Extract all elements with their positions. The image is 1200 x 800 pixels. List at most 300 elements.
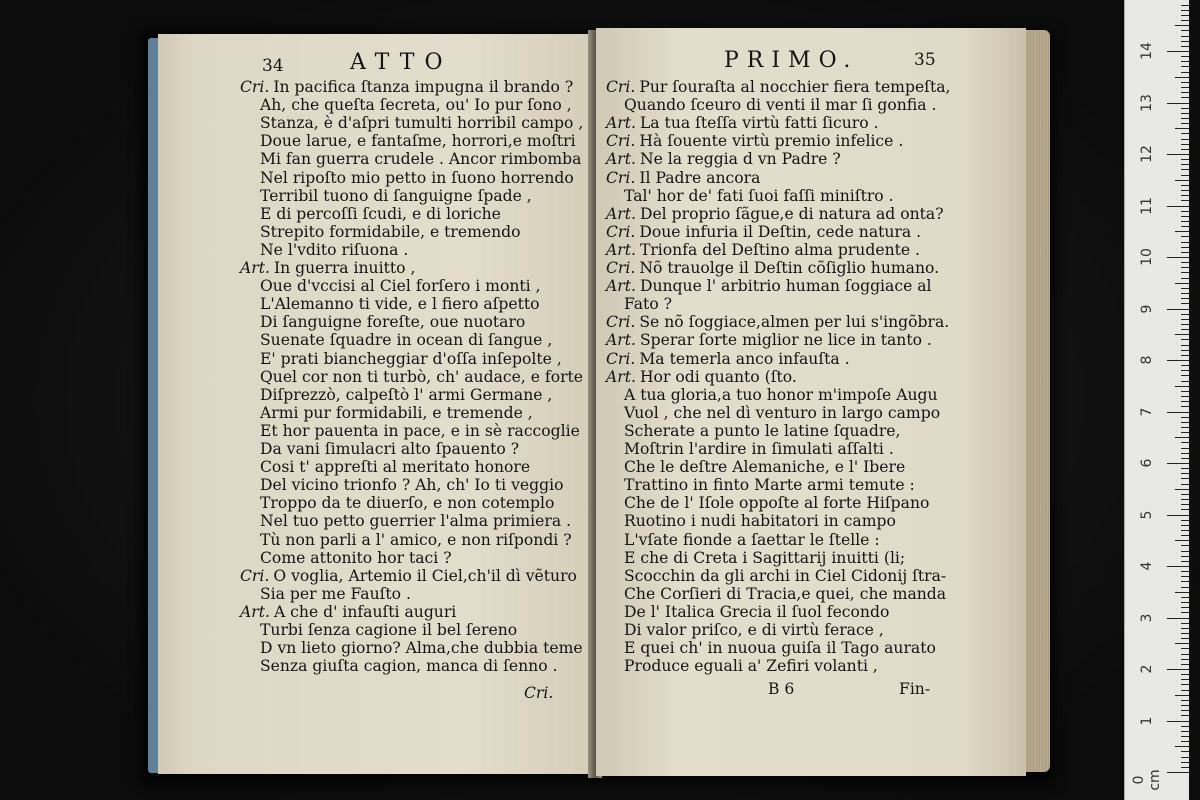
text-line <box>260 295 540 313</box>
ruler-tick <box>1181 648 1189 649</box>
verse-text: L'Alemanno ti vide, e l fiero aſpetto <box>260 295 540 314</box>
verse-text: Doue infuria il Deſtin, cede natura . <box>639 222 922 241</box>
ruler-tick <box>1167 515 1189 516</box>
verse-text: Che Corſieri di Tracia,e quei, che manda <box>624 584 947 603</box>
verse-text: Del vicino trionfo ? Ah, ch' Io ti veggio <box>260 476 564 495</box>
text-line <box>624 567 946 585</box>
ruler-tick <box>1181 473 1189 474</box>
ruler-tick <box>1181 164 1189 165</box>
ruler-tick <box>1181 113 1189 114</box>
left-page-number: 34 <box>262 56 284 76</box>
ruler-tick <box>1181 66 1189 67</box>
ruler-number: 13 <box>1139 93 1155 112</box>
ruler-tick <box>1181 741 1189 742</box>
ruler-tick <box>1175 746 1189 747</box>
ruler-tick <box>1181 144 1189 145</box>
ruler-tick <box>1181 484 1189 485</box>
ruler-tick <box>1181 97 1189 98</box>
ruler-tick <box>1181 236 1189 237</box>
ruler-tick <box>1181 293 1189 294</box>
verse-text: L'vſate fionde a ſaettar le ſtelle : <box>624 530 880 549</box>
text-line <box>624 458 905 476</box>
ruler-tick <box>1181 365 1189 366</box>
ruler-tick <box>1181 211 1189 212</box>
ruler-tick <box>1181 767 1189 768</box>
ruler-tick <box>1175 695 1189 696</box>
ruler-tick <box>1181 705 1189 706</box>
text-line <box>260 657 558 675</box>
ruler-number: 6 <box>1139 458 1155 468</box>
text-line <box>260 512 571 530</box>
verse-text: Armi pur formidabili, e tremende , <box>260 403 533 422</box>
verse-text: Suenate ſquadre in ocean di ſangue , <box>260 331 553 350</box>
ruler-tick <box>1181 556 1189 557</box>
ruler-tick <box>1181 607 1189 608</box>
verse-text: Come attonito hor taci ? <box>260 548 452 567</box>
ruler-tick <box>1181 633 1189 634</box>
ruler-tick <box>1181 458 1189 459</box>
ruler-tick <box>1181 216 1189 217</box>
speaker-label: Art. <box>606 331 636 350</box>
ruler-tick <box>1167 772 1189 773</box>
verse-text: In guerra inuitto , <box>273 259 416 277</box>
text-line <box>606 331 932 349</box>
verse-text: Stanza, è d'aſpri tumulti horribil campo , <box>260 114 584 133</box>
verse-text: Hà ſouente virtù premio infelice . <box>639 132 904 151</box>
text-line <box>624 404 940 422</box>
ruler-tick <box>1181 46 1189 47</box>
ruler-tick <box>1181 278 1189 279</box>
text-line <box>624 187 894 205</box>
ruler-tick <box>1181 87 1189 88</box>
ruler-tick <box>1181 478 1189 479</box>
text-line <box>606 259 939 277</box>
verse-text: Strepito formidabile, e tremendo <box>260 222 521 241</box>
ruler-tick <box>1175 437 1189 438</box>
ruler-number: 10 <box>1139 248 1155 266</box>
ruler-tick <box>1181 350 1189 351</box>
signature-mark: B 6 <box>768 680 795 698</box>
right-catchword: Fin- <box>899 680 931 698</box>
verse-text: Vuol , che nel dì venturo in largo campo <box>624 403 941 422</box>
ruler-tick <box>1175 643 1189 644</box>
verse-text: Del proprio ſãgue,e di natura ad onta? <box>639 204 944 223</box>
ruler-tick <box>1181 468 1189 469</box>
ruler-tick <box>1181 149 1189 150</box>
ruler-tick <box>1167 257 1189 258</box>
ruler-number: 4 <box>1139 561 1155 571</box>
speaker-label: Art. <box>606 150 636 169</box>
ruler-tick <box>1167 206 1189 207</box>
ruler-tick <box>1167 463 1189 464</box>
ruler-tick <box>1181 736 1189 737</box>
ruler-tick <box>1181 442 1189 443</box>
verse-text: Trattino in finto Marte armi temute : <box>624 476 915 495</box>
ruler-tick <box>1181 520 1189 521</box>
text-line <box>260 386 552 404</box>
text-line <box>260 150 581 168</box>
ruler-tick <box>1175 386 1189 387</box>
speaker-label: Cri. <box>606 313 636 332</box>
ruler-tick <box>1181 262 1189 263</box>
verse-text: Trionfa del Deſtino alma prudente . <box>639 240 921 259</box>
ruler-number: 2 <box>1139 664 1155 674</box>
ruler-tick <box>1181 319 1189 320</box>
ruler-tick <box>1181 664 1189 665</box>
ruler-tick <box>1181 92 1189 93</box>
ruler-tick <box>1181 726 1189 727</box>
ruler-tick <box>1181 15 1189 16</box>
verse-text: Ruotino i nudi habitatori in campo <box>624 512 896 531</box>
ruler-tick <box>1181 576 1189 577</box>
text-line <box>624 639 936 657</box>
ruler-tick <box>1181 710 1189 711</box>
ruler-tick <box>1181 221 1189 222</box>
verse-text: Diſprezzò, calpeſtò l' armi Germane , <box>260 385 553 404</box>
ruler-tick <box>1181 499 1189 500</box>
ruler-tick <box>1167 360 1189 361</box>
text-line <box>260 404 533 422</box>
ruler-tick <box>1181 422 1189 423</box>
ruler-tick <box>1181 133 1189 134</box>
text-line <box>260 639 583 657</box>
verse-text: Sperar ſorte miglior ne lice in tanto . <box>639 331 932 350</box>
ruler-tick <box>1181 345 1189 346</box>
verse-text: In pacifica ſtanza impugna il brando ? <box>273 78 574 96</box>
speaker-label: Art. <box>606 367 636 386</box>
ruler-tick <box>1181 623 1189 624</box>
ruler-tick <box>1181 597 1189 598</box>
text-line <box>260 531 572 549</box>
ruler-tick <box>1181 587 1189 588</box>
ruler-tick <box>1167 103 1189 104</box>
left-catchword: Cri. <box>524 684 554 702</box>
text-line <box>260 187 532 205</box>
ruler-tick <box>1181 123 1189 124</box>
text-line <box>260 422 580 440</box>
verse-text: La tua ſteſſa virtù fatti ſicuro . <box>639 114 879 133</box>
speaker-label: Art. <box>240 259 270 277</box>
ruler-tick <box>1181 370 1189 371</box>
verse-text: Oue d'vccisi al Ciel forſero i monti , <box>260 277 541 296</box>
text-line <box>260 549 452 567</box>
text-line <box>606 313 949 331</box>
verse-text: De l' Italica Grecia il ſuol fecondo <box>624 602 890 621</box>
verse-text: Ne l'vdito riſuona . <box>260 240 409 259</box>
text-line <box>260 313 525 331</box>
ruler-tick <box>1181 731 1189 732</box>
verse-text: E di percoſſi ſcudi, e di loriche <box>260 204 501 223</box>
ruler-tick <box>1181 654 1189 655</box>
verse-text: Produce eguali a' Zefiri volanti , <box>624 657 878 676</box>
ruler-tick <box>1181 242 1189 243</box>
text-line <box>260 458 530 476</box>
speaker-label: Art. <box>240 602 270 621</box>
verse-text: Et hor pauenta in pace, e in sè raccoglie <box>260 421 580 440</box>
ruler-tick <box>1181 169 1189 170</box>
text-line <box>624 494 929 512</box>
ruler-tick <box>1181 674 1189 675</box>
text-line <box>624 585 946 603</box>
verse-text: Nel ripoſto mio petto in ſuono horrendo <box>260 168 574 187</box>
verse-text: Se nõ ſoggiace,almen per lui s'ingõbra. <box>639 313 950 332</box>
verse-text: Ne la reggia d vn Padre ? <box>639 150 841 169</box>
text-line <box>606 150 841 168</box>
verse-text: Doue larue, e fantaſme, horrori,e moſtri <box>260 132 576 151</box>
ruler-tick <box>1167 566 1189 567</box>
text-line <box>260 440 519 458</box>
text-line <box>624 386 938 404</box>
ruler-tick <box>1181 628 1189 629</box>
verse-text: Quel cor non ti turbò, ch' audace, e forte <box>260 367 584 386</box>
verse-text: A che d' infauſti auguri <box>273 602 457 621</box>
ruler-tick <box>1181 530 1189 531</box>
verse-text: Fato ? <box>624 295 673 314</box>
ruler-tick <box>1181 638 1189 639</box>
ruler-tick <box>1181 417 1189 418</box>
ruler-tick <box>1181 324 1189 325</box>
ruler-tick <box>1181 5 1189 6</box>
text-line <box>260 96 572 114</box>
right-page-number: 35 <box>914 50 936 70</box>
ruler-tick <box>1181 30 1189 31</box>
text-line <box>606 205 944 223</box>
verse-text: Di valor priſco, e di virtù ferace , <box>624 621 884 639</box>
text-line <box>260 241 408 259</box>
verse-text: Tù non parli a l' amico, e non riſpondi ? <box>260 530 572 549</box>
ruler-number: 8 <box>1139 355 1155 365</box>
verse-text: Scherate a punto le latine ſquadre, <box>624 421 901 440</box>
text-line <box>606 350 850 368</box>
ruler-tick <box>1181 375 1189 376</box>
ruler-tick <box>1181 494 1189 495</box>
ruler-tick <box>1181 288 1189 289</box>
ruler-number: 11 <box>1139 196 1155 215</box>
ruler-tick <box>1181 195 1189 196</box>
ruler-tick <box>1181 453 1189 454</box>
verse-text: Cosi t' appreſti al meritato honore <box>260 458 531 477</box>
text-line <box>240 603 456 621</box>
verse-text: Quando ſceuro di venti il mar ſi gonfia . <box>624 96 937 115</box>
ruler-tick <box>1181 381 1189 382</box>
text-line <box>260 277 541 295</box>
ruler-tick <box>1181 72 1189 73</box>
text-line <box>240 567 577 585</box>
text-line <box>260 476 563 494</box>
ruler-tick <box>1181 185 1189 186</box>
ruler-tick <box>1181 612 1189 613</box>
text-line <box>606 223 921 241</box>
ruler-tick <box>1181 36 1189 37</box>
ruler-tick <box>1167 618 1189 619</box>
verse-text: Di ſanguigne foreſte, oue nuotaro <box>260 313 526 332</box>
ruler-tick <box>1175 540 1189 541</box>
speaker-label: Cri. <box>240 78 270 96</box>
ruler-tick <box>1181 561 1189 562</box>
text-line <box>624 96 936 114</box>
ruler-tick <box>1181 396 1189 397</box>
ruler-tick <box>1175 283 1189 284</box>
verse-text: Nõ trauolge il Deſtin cõſiglio humano. <box>639 259 940 277</box>
speaker-label: Cri. <box>240 566 270 585</box>
right-page <box>596 28 1026 776</box>
text-line <box>624 512 896 530</box>
text-line <box>260 169 574 187</box>
ruler-tick <box>1167 669 1189 670</box>
verse-text: Pur ſouraſta al nocchier fiera tempeſta, <box>639 78 951 96</box>
ruler-tick <box>1181 751 1189 752</box>
text-line <box>260 621 517 639</box>
ruler-tick <box>1181 535 1189 536</box>
verse-text: Che de l' Iſole oppoſte al forte Hiſpano <box>624 494 930 513</box>
ruler-number: 9 <box>1139 304 1155 313</box>
verse-text: E che di Creta i Sagittarij inuitti (li; <box>624 548 906 567</box>
ruler-number: 5 <box>1139 510 1155 519</box>
speaker-label: Art. <box>606 277 636 296</box>
verse-text: E quei ch' in nuoua guiſa il Tago aurato <box>624 639 936 658</box>
ruler-tick <box>1167 51 1189 52</box>
ruler-tick <box>1181 252 1189 253</box>
text-line <box>240 259 415 277</box>
ruler-tick <box>1181 272 1189 273</box>
ruler-tick <box>1181 690 1189 691</box>
ruler-tick <box>1167 721 1189 722</box>
verse-text: Sia per me Fauſto . <box>260 584 411 603</box>
text-line <box>624 440 894 458</box>
ruler-tick <box>1167 412 1189 413</box>
ruler-number: 1 <box>1139 716 1155 725</box>
text-line <box>624 531 880 549</box>
verse-text: Da vani ſimulacri alto ſpauento ? <box>260 440 520 458</box>
speaker-label: Art. <box>606 240 636 259</box>
ruler-tick <box>1181 571 1189 572</box>
text-line <box>624 295 672 313</box>
ruler-tick <box>1181 406 1189 407</box>
ruler-tick <box>1175 592 1189 593</box>
verse-text: D vn lieto giorno? Alma,che dubbia teme <box>260 639 583 658</box>
ruler-tick <box>1181 139 1189 140</box>
text-line <box>606 277 932 295</box>
verse-text: Terribil tuono di ſanguigne ſpade , <box>260 186 532 205</box>
verse-text: Turbi ſenza cagione il bel ſereno <box>260 621 518 639</box>
text-line <box>260 494 554 512</box>
ruler-tick <box>1181 504 1189 505</box>
text-line <box>260 350 562 368</box>
text-line <box>260 368 583 386</box>
ruler-tick <box>1175 77 1189 78</box>
ruler-tick <box>1167 154 1189 155</box>
ruler-tick <box>1175 128 1189 129</box>
verse-text: Troppo da te diuerſo, e non cotemplo <box>260 494 555 513</box>
ruler-tick <box>1181 581 1189 582</box>
ruler-number: 3 <box>1139 613 1155 622</box>
ruler-tick <box>1181 401 1189 402</box>
speaker-label: Cri. <box>606 259 636 277</box>
ruler-tick <box>1181 448 1189 449</box>
text-line <box>624 549 905 567</box>
ruler-tick <box>1175 334 1189 335</box>
verse-text: Mi fan guerra crudele . Ancor rimbomba <box>260 150 582 169</box>
ruler-number: 7 <box>1139 407 1155 416</box>
speaker-label: Cri. <box>606 222 636 241</box>
ruler-number: 12 <box>1139 145 1155 163</box>
ruler-number: 14 <box>1139 42 1155 60</box>
verse-text: Nel tuo petto guerrier l'alma primiera . <box>260 512 572 531</box>
ruler-tick <box>1175 180 1189 181</box>
left-page <box>158 34 593 774</box>
text-line <box>606 78 950 96</box>
text-line <box>606 132 903 150</box>
text-line <box>606 241 920 259</box>
ruler-tick <box>1181 684 1189 685</box>
ruler-tick <box>1181 391 1189 392</box>
ruler-tick <box>1181 61 1189 62</box>
ruler-tick <box>1181 551 1189 552</box>
text-line <box>260 585 411 603</box>
speaker-label: Cri. <box>606 78 636 96</box>
verse-text: A tua gloria,a tuo honor m'impoſe Augu <box>624 385 938 404</box>
verse-text: Senza giuſta cagion, manca di ſenno . <box>260 657 558 676</box>
verse-text: Scocchin da gli archi in Ciel Cidonij ſtra- <box>624 566 947 585</box>
ruler-tick <box>1181 700 1189 701</box>
measurement-ruler <box>1124 0 1189 800</box>
ruler-tick <box>1175 25 1189 26</box>
speaker-label: Art. <box>606 204 636 223</box>
ruler-tick <box>1181 175 1189 176</box>
speaker-label: Cri. <box>606 168 636 187</box>
ruler-tick <box>1181 41 1189 42</box>
ruler-tick <box>1181 762 1189 763</box>
text-line <box>260 114 583 132</box>
ruler-tick <box>1181 82 1189 83</box>
text-line <box>624 476 915 494</box>
text-line <box>260 223 521 241</box>
ruler-tick <box>1181 659 1189 660</box>
ruler-tick <box>1167 309 1189 310</box>
ruler-tick <box>1175 231 1189 232</box>
ruler-tick <box>1181 10 1189 11</box>
ruler-tick <box>1181 267 1189 268</box>
speaker-label: Art. <box>606 114 636 133</box>
ruler-tick <box>1181 226 1189 227</box>
ruler-tick <box>1181 159 1189 160</box>
speaker-label: Cri. <box>606 132 636 151</box>
verse-text: Che le deſtre Alemaniche, e l' Ibere <box>624 458 906 477</box>
ruler-tick <box>1181 20 1189 21</box>
ruler-tick <box>1181 190 1189 191</box>
ruler-tick <box>1181 108 1189 109</box>
text-line <box>624 621 884 639</box>
ruler-tick <box>1181 355 1189 356</box>
text-line <box>606 368 797 386</box>
ruler-tick <box>1181 298 1189 299</box>
verse-text: E' prati biancheggiar d'oſſa inſepolte , <box>260 349 562 368</box>
left-running-head: ATTO <box>350 50 453 75</box>
verse-text: Tal' hor de' fati ſuoi faſſi miniſtro . <box>624 186 894 205</box>
ruler-tick <box>1175 489 1189 490</box>
ruler-tick <box>1181 715 1189 716</box>
ruler-tick <box>1181 329 1189 330</box>
verse-text: Moſtrin l'ardire in ſimulati aſſalti . <box>624 440 894 458</box>
ruler-tick <box>1181 545 1189 546</box>
ruler-tick <box>1181 303 1189 304</box>
text-line <box>606 114 879 132</box>
text-line <box>260 132 576 150</box>
verse-text: Ah, che queſta ſecreta, ou' Io pur ſono , <box>260 96 572 115</box>
verse-text: O voglia, Artemio il Ciel,ch'il dì vẽturo <box>273 566 577 585</box>
verse-text: Hor odi quanto (ſto. <box>639 367 797 386</box>
ruler-tick <box>1181 509 1189 510</box>
